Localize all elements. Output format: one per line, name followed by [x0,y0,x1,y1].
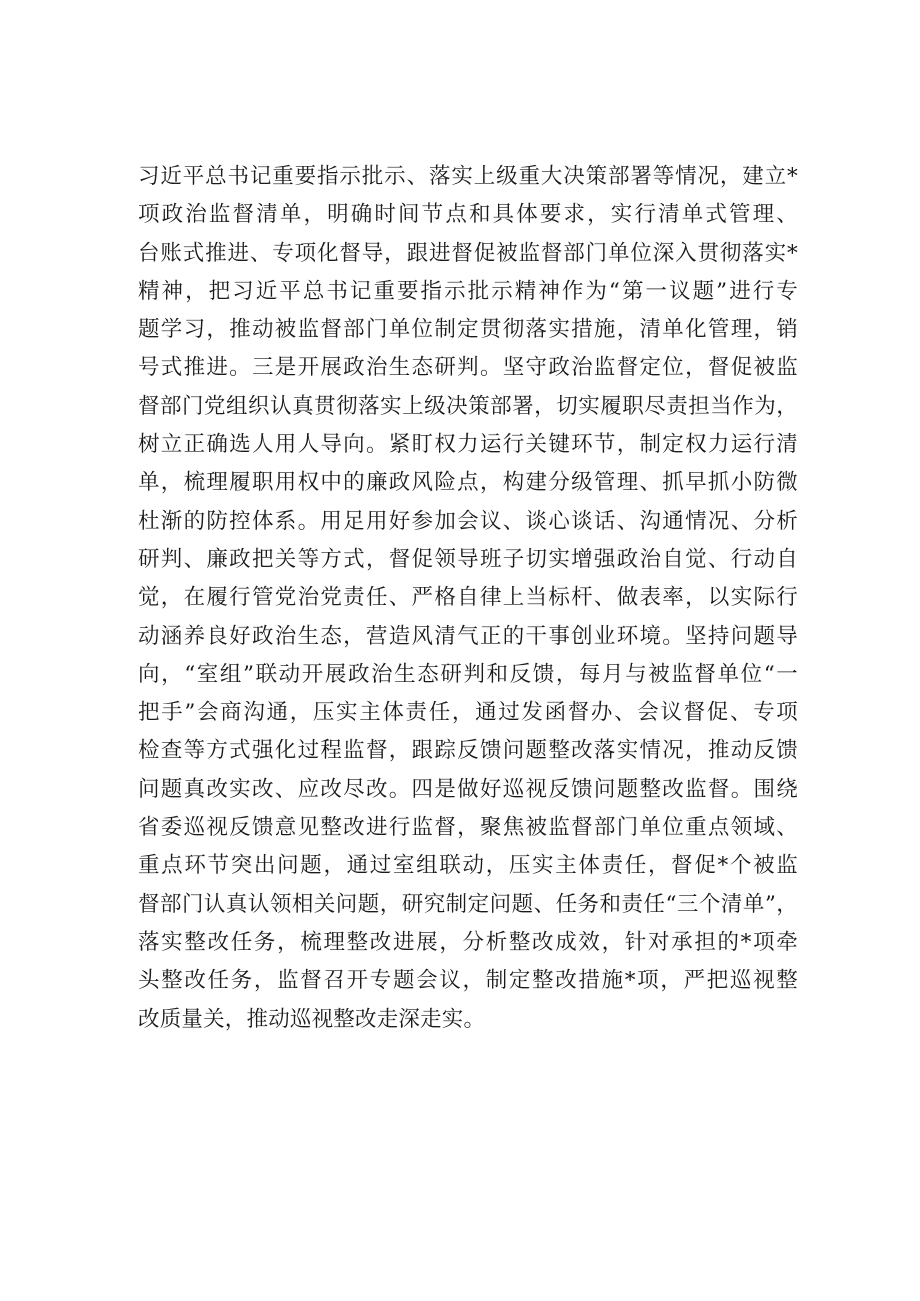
paragraph-line: 问题真改实改、应改尽改。四是做好巡视反馈问题整改监督。围绕 [138,776,798,802]
paragraph-line: 单，梳理履职用权中的廉政风险点，构建分级管理、抓早抓小防微 [138,470,798,496]
paragraph-line: 把手”会商沟通，压实主体责任，通过发函督办、会议督促、专项 [138,700,798,726]
paragraph-line: 精神，把习近平总书记重要指示批示精神作为“第一议题”进行专 [138,278,798,304]
paragraph-line-last: 改质量关，推动巡视整改走深走实。 [138,1006,486,1032]
paragraph-line: 头整改任务，监督召开专题会议，制定整改措施*项，严把巡视整 [138,968,798,994]
paragraph-line: 树立正确选人用人导向。紧盯权力运行关键环节，制定权力运行清 [138,432,798,458]
paragraph-line: 台账式推进、专项化督导，跟进督促被监督部门单位深入贯彻落实* [138,240,798,266]
paragraph-line: 习近平总书记重要指示批示、落实上级重大决策部署等情况，建立* [138,164,798,189]
paragraph-line: 督部门党组织认真贯彻落实上级决策部署，切实履职尽责担当作为， [138,393,798,419]
paragraph-line: 动涵养良好政治生态，营造风清气正的干事创业环境。坚持问题导 [138,623,798,649]
paragraph-line: 研判、廉政把关等方式，督促领导班子切实增强政治自觉、行动自 [138,546,798,572]
paragraph-line: 觉，在履行管党治党责任、严格自律上当标杆、做表率，以实际行 [138,585,798,611]
paragraph-line: 杜渐的防控体系。用足用好参加会议、谈心谈话、沟通情况、分析 [138,508,798,534]
body-paragraph [138,158,798,1039]
paragraph-line: 督部门认真认领相关问题，研究制定问题、任务和责任“三个清单”， [138,891,798,917]
paragraph-line: 落实整改任务，梳理整改进展，分析整改成效，针对承担的*项牵 [138,929,798,955]
paragraph-line: 向，“室组”联动开展政治生态研判和反馈，每月与被监督单位“一 [138,661,798,687]
paragraph-line: 重点环节突出问题，通过室组联动，压实主体责任，督促*个被监 [138,853,798,879]
paragraph-line: 省委巡视反馈意见整改进行监督，聚焦被监督部门单位重点领域、 [138,815,798,841]
paragraph-line: 题学习，推动被监督部门单位制定贯彻落实措施，清单化管理，销 [138,317,798,343]
paragraph-line: 检查等方式强化过程监督，跟踪反馈问题整改落实情况，推动反馈 [138,738,798,764]
paragraph-line: 项政治监督清单，明确时间节点和具体要求，实行清单式管理、 [138,202,798,228]
paragraph-line: 号式推进。三是开展政治生态研判。坚守政治监督定位，督促被监 [138,355,798,381]
